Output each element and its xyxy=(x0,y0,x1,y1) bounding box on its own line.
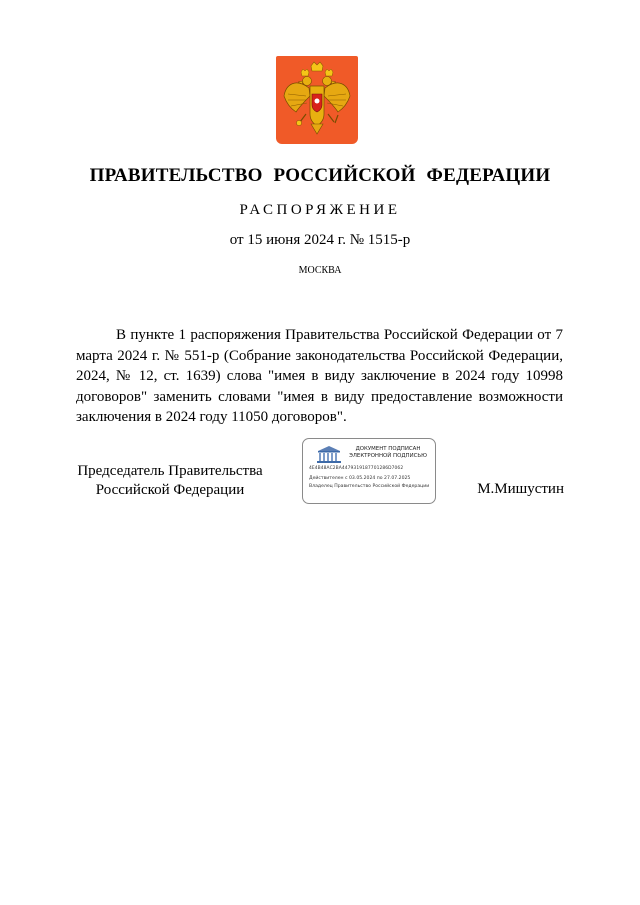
stamp-heading-line2: ЭЛЕКТРОННОЙ ПОДПИСЬЮ xyxy=(349,453,427,459)
electronic-signature-stamp xyxy=(302,438,436,504)
government-building-icon xyxy=(315,444,343,464)
signer-position-line1: Председатель Правительства xyxy=(77,463,263,479)
coat-of-arms-emblem xyxy=(276,56,358,144)
signer-name: М.Мишустин xyxy=(477,481,564,497)
stamp-owner: Владелец Правительство Российской Федерации xyxy=(309,484,430,489)
document-type: РАСПОРЯЖЕНИЕ xyxy=(239,202,401,218)
government-title: ПРАВИТЕЛЬСТВО РОССИЙСКОЙ ФЕДЕРАЦИИ xyxy=(89,165,551,186)
order-paragraph: В пункте 1 распоряжения Правительства Российской Федерации от 7 марта 2024 г. № 551-р (Собрание законодательства Российской Федерации, 2024, № 12, ст. 1639) слова "имея в виду заключение в 2024 году 10998 договоров" заменить словами "имея в виду предоставление возможности заключения в 2024 году 11050 договоров". xyxy=(76,327,563,425)
stamp-validity: Действителен с 03.05.2024 по 27.07.2025 xyxy=(309,476,411,481)
document-city: МОСКВА xyxy=(298,265,342,276)
signer-position xyxy=(70,462,270,500)
stamp-certificate-number: 4E4B48AC2BA4479319187701286D7062 xyxy=(309,466,404,471)
document-date-number: от 15 июня 2024 г. № 1515-р xyxy=(229,232,411,248)
stamp-heading-line1: ДОКУМЕНТ ПОДПИСАН xyxy=(355,446,421,452)
stamp-heading xyxy=(343,446,433,460)
double-headed-eagle-icon xyxy=(276,56,358,144)
signer-position-line2: Российской Федерации xyxy=(95,482,245,498)
